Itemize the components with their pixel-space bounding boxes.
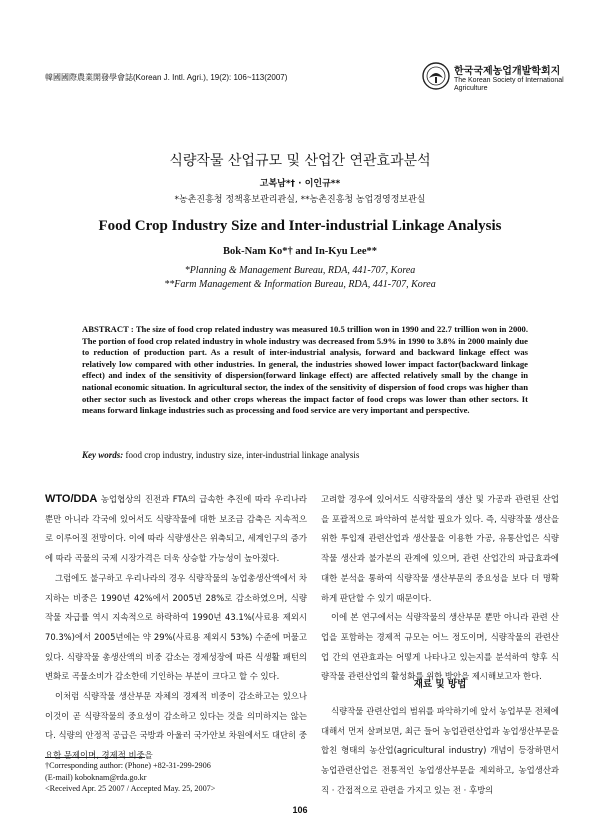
english-authors: Bok-Nam Ko*† and In-Kyu Lee**	[222, 246, 378, 257]
keywords-label: Key words:	[82, 450, 124, 460]
abstract-label: ABSTRACT :	[82, 324, 134, 334]
section-body	[321, 702, 559, 801]
paragraph-text: 농업협상의 진전과 FTA의 급속한 추진에 따라 우리나라 뿐만 아니라 각국에 있어서도 식량작물에 대한 보조금 감축은 지속적으로 이루어질 전망이다. 이에 따라 식량생산은 위축되고, 세계인구의 증가에 따라 곡물의 국제 시장가격은 더욱 상승할 가능성이 높아졌다.	[45, 494, 307, 564]
english-affiliation-1: *Planning & Management Bureau, RDA, 441-707, Korea	[184, 265, 416, 276]
english-title: Food Crop Industry Size and Inter-industrial Linkage Analysis	[98, 218, 502, 234]
journal-citation: 韓國國際農業開發學會誌(Korean J. Intl. Agri.), 19(2): 106~113(2007)	[45, 73, 288, 82]
paragraph: 고려할 경우에 있어서도 식량작물의 생산 및 가공과 관련된 산업을 포괄적으로 파악하여 분석할 필요가 있다. 즉, 식량작물 생산을 위한 투입재 관련산업과 생산물을 이용한 가공, 유통산업은 식량작물 생산과 불가분의 관계에 있으며, 관련 산업간의 파급효과에 대한 분석을 통하여 식량작물 생산부문의 중요성을 보다 더 명확하게 판단할 수 있기 때문이다.	[321, 494, 559, 603]
paragraph: 식량작물 관련산업의 범위를 파악하기에 앞서 농업부문 전체에 대해서 먼저 살펴보면, 최근 들어 농업관련산업과 농업생산부문을 합친 형태의 농산업(agricultural industry) 개념이 등장하면서 농업관련산업은 전통적인 농업생산부문을 제외하고, 농업생산과 직 · 간접적으로 관련을 가지고 있는 전 · 후방의	[321, 706, 559, 795]
paragraph	[45, 490, 307, 569]
korean-affiliation: *농촌진흥청 정책홍보관리관실, **농촌진흥청 농업경영정보관실	[174, 195, 426, 205]
abstract-text: The size of food crop related industry was measured 10.5 trillion won in 1990 and 22.7 trillion won in 2000. The portion of food crop related industry in whole industry was decreased from 5.9% in 1990 to 3.8% in 2000 mainly due to reduction of production part. As a result of inter-industrial analysis, forward and backward linkage effect was relatively low compared with other industries. In general, the industries showed lower impact factor(backward linkage effect) and index of the sensitivity of dispersion(forward linkage effect) are affected relatively small by the change in national economic situation. In agricultural sector, the index of the sensitivity of dispersion of food crops was higher than other sector such as livestock and other crops whereas the impact factor of food crops was lower than other sectors. It means forward linkage industries such as processing and food service are very important and perspective.	[82, 324, 529, 416]
footnote	[45, 760, 307, 795]
footnote-received: <Received Apr. 25 2007 / Accepted May. 25, 2007>	[45, 784, 216, 793]
body-left-column	[45, 490, 307, 766]
paragraph: 그럼에도 불구하고 우리나라의 경우 식량작물의 농업총생산액에서 차지하는 비중은 1990년 42%에서 2005년 28%로 감소하였으며, 식량작물 자급률 역시 지속적으로 하락하여 1990년 43.1%(사료용 제외시 70.3%)에서 2005년에는 약 29%(사료용 제외시 53%) 수준에 머물고 있다. 식량작물 총생산액의 비중 감소는 경제성장에 따른 식생활 패턴의 변화로 곡물소비가 감소한데 기인하는 부분이 크다고 할 수 있다.	[45, 572, 307, 682]
society-name-korean: 한국국제농업개발학회지	[454, 66, 561, 77]
english-affiliation-2: **Farm Management & Information Bureau, RDA, 441-707, Korea	[164, 279, 436, 290]
society-seal-icon	[422, 62, 450, 90]
society-name-english: The Korean Society of International Agriculture	[454, 77, 564, 92]
footnote-corresponding: †Corresponding author: (Phone) +82-31-299-2906	[45, 761, 211, 770]
korean-title: 식량작물 산업규모 및 산업간 연관효과분석	[169, 153, 431, 169]
society-logo	[422, 60, 572, 100]
abstract	[82, 324, 528, 417]
section-heading: 재료 및 방법	[413, 679, 467, 690]
keywords	[82, 450, 528, 460]
body-right-column	[321, 490, 559, 687]
footnote-divider	[45, 757, 145, 758]
dropcap: WTO/DDA	[45, 493, 98, 505]
page-number: 106	[292, 805, 308, 815]
paragraph: 이에 본 연구에서는 식량작물의 생산부문 뿐만 아니라 관련 산업을 포함하는 경제적 규모는 어느 정도이며, 식량작물의 관련산업 간의 연관효과는 어떻게 나타나고 있는지를 분석하여 향후 식량작물 관련산업의 활성화를 위한 방안을 제시해보고자 한다.	[321, 612, 559, 682]
keywords-text: food crop industry, industry size, inter-industrial linkage analysis	[125, 450, 360, 460]
paragraph: 이처럼 식량작물 생산부문 자체의 경제적 비중이 감소하고는 있으나 이것이 곧 식량작물의 중요성이 감소하고 있다는 것을 의미하지는 않는다. 식량의 안정적 공급은 국방과 아울러 국가안보 차원에서도 대단히 중요한 문제이며, 경제적 비중을	[45, 691, 307, 761]
korean-authors: 고복남*† · 이인규**	[259, 179, 341, 189]
footnote-email: (E-mail) koboknam@rda.go.kr	[45, 772, 147, 782]
